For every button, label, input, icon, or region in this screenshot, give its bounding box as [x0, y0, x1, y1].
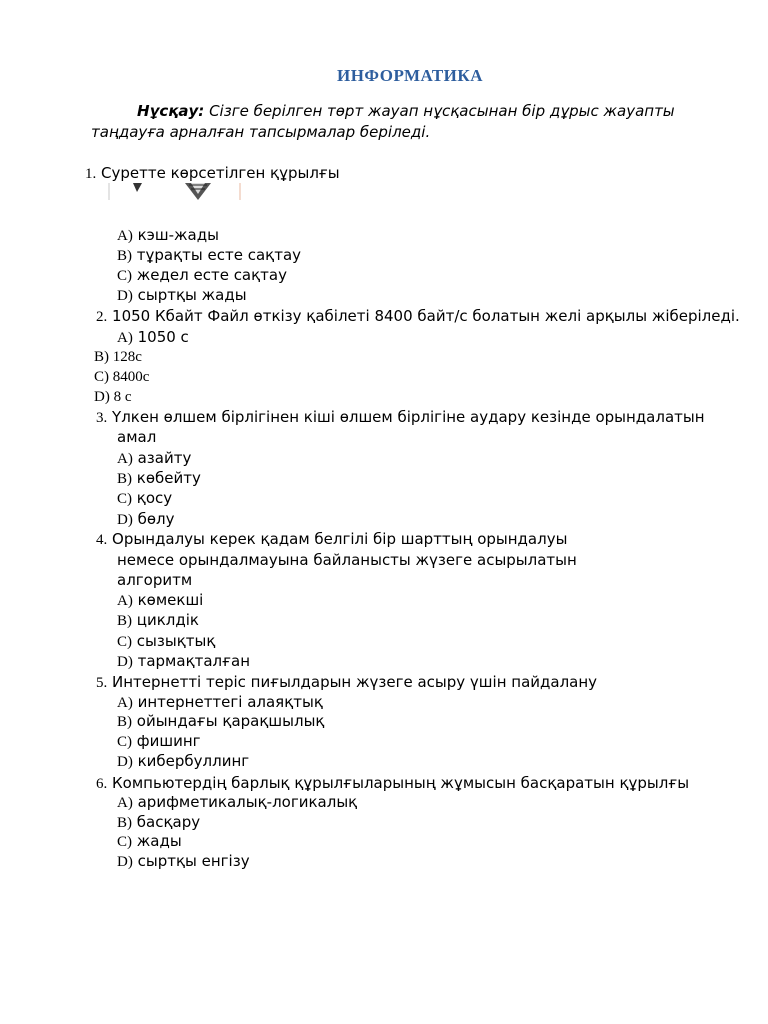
- q5-option-c[interactable]: [117, 731, 201, 752]
- question-5-text: Интернетті теріс пиғылдарын жүзеге асыру үшін пайдалану: [112, 673, 598, 691]
- question-5-number: 5.: [96, 675, 108, 691]
- q6-option-c[interactable]: [117, 831, 182, 852]
- instruction-label: Нұсқау:: [137, 102, 205, 120]
- q1-option-c[interactable]: [117, 265, 287, 286]
- question-2-line: [96, 306, 740, 327]
- q1-option-b-text: тұрақты есте сақтау: [136, 246, 302, 264]
- q5-option-a-letter: A): [117, 695, 133, 711]
- device-image-icon: [107, 183, 241, 201]
- q6-option-b-letter: B): [117, 815, 132, 831]
- question-6-line: [96, 773, 689, 794]
- q3-option-c[interactable]: [117, 488, 172, 509]
- question-6-text: Компьютердің барлық құрылғыларының жұмысын басқаратын құрылғы: [112, 774, 690, 792]
- question-4-text-2: немесе орындалмауына байланысты жүзеге асырылатын: [117, 551, 577, 569]
- q4-option-d[interactable]: [117, 651, 250, 672]
- q3-option-d-text: бөлу: [137, 510, 175, 528]
- q5-option-d-letter: D): [117, 754, 133, 770]
- q2-option-b-text: 128с: [112, 349, 142, 365]
- question-3-line-1: [96, 407, 705, 428]
- q4-option-b[interactable]: [117, 610, 199, 631]
- q3-option-a-text: азайту: [137, 449, 192, 467]
- q4-option-c[interactable]: [117, 631, 215, 652]
- q2-option-c[interactable]: [94, 367, 149, 387]
- q1-option-b-letter: B): [117, 248, 132, 264]
- question-4-text-1: Орындалуы керек қадам белгілі бір шарттың орындалуы: [112, 530, 568, 548]
- question-1-line: [85, 163, 340, 184]
- q2-option-d-text: 8 с: [113, 389, 132, 405]
- question-4-line-1: [96, 529, 567, 550]
- q1-option-d[interactable]: [117, 285, 247, 306]
- q1-option-a[interactable]: [117, 225, 219, 246]
- q2-option-a[interactable]: [117, 327, 189, 348]
- q6-option-b-text: басқару: [136, 813, 201, 831]
- q4-option-c-text: сызықтық: [136, 632, 216, 650]
- q5-option-b-letter: B): [117, 714, 132, 730]
- q3-option-c-letter: C): [117, 491, 132, 507]
- device-figure: [107, 183, 241, 201]
- instruction-line-1: [137, 101, 675, 121]
- q4-option-a-letter: A): [117, 593, 133, 609]
- question-6-number: 6.: [96, 776, 108, 792]
- question-3-text-1: Үлкен өлшем бірлігінен кіші өлшем бірлігіне аудару кезінде орындалатын: [112, 408, 705, 426]
- q1-option-a-letter: A): [117, 228, 133, 244]
- q5-option-b-text: ойындағы қарақшылық: [136, 712, 325, 730]
- q1-option-c-letter: C): [117, 268, 132, 284]
- q3-option-d[interactable]: [117, 509, 175, 530]
- q3-option-a[interactable]: [117, 448, 191, 469]
- question-2-number: 2.: [96, 309, 108, 325]
- question-4-number: 4.: [96, 532, 108, 548]
- q5-option-d-text: кибербуллинг: [137, 752, 250, 770]
- q2-option-d-letter: D): [94, 389, 110, 405]
- q4-option-b-text: циклдік: [136, 611, 199, 629]
- q6-option-b[interactable]: [117, 812, 200, 833]
- q2-option-b[interactable]: [94, 347, 142, 367]
- q5-option-a[interactable]: [117, 692, 323, 713]
- q4-option-a-text: көмекші: [137, 591, 204, 609]
- q3-option-b-text: көбейту: [136, 469, 201, 487]
- q1-option-a-text: кэш-жады: [137, 226, 219, 244]
- q3-option-a-letter: A): [117, 451, 133, 467]
- question-3-text-2: амал: [117, 428, 157, 446]
- q3-option-b[interactable]: [117, 468, 201, 489]
- q5-option-d[interactable]: [117, 751, 249, 772]
- instruction-text-1: Сізге берілген төрт жауап нұсқасынан бір дұрыс жауапты: [204, 102, 675, 120]
- q6-option-d[interactable]: [117, 851, 250, 872]
- document-title: ИНФОРМАТИКА: [336, 66, 484, 85]
- q2-option-c-letter: C): [94, 369, 109, 385]
- q2-option-a-text: 1050 с: [137, 328, 189, 346]
- q2-option-a-letter: A): [117, 330, 133, 346]
- q6-option-d-text: сыртқы енгізу: [137, 852, 250, 870]
- q5-option-b[interactable]: [117, 711, 324, 732]
- instruction-text-2: таңдауға арналған тапсырмалар беріледі.: [91, 123, 431, 141]
- q1-option-d-text: сыртқы жады: [137, 286, 247, 304]
- q4-option-c-letter: C): [117, 634, 132, 650]
- q6-option-a[interactable]: [117, 792, 357, 813]
- q3-option-b-letter: B): [117, 471, 132, 487]
- q4-option-a[interactable]: [117, 590, 203, 611]
- q2-option-d[interactable]: [94, 387, 132, 407]
- q3-option-c-text: қосу: [136, 489, 173, 507]
- question-3-number: 3.: [96, 410, 108, 426]
- q6-option-a-letter: A): [117, 795, 133, 811]
- q1-option-d-letter: D): [117, 288, 133, 304]
- question-5-line: [96, 672, 597, 693]
- q1-option-c-text: жедел есте сақтау: [136, 266, 287, 284]
- question-1-text: Суретте көрсетілген құрылғы: [101, 164, 340, 182]
- question-1-number: 1.: [85, 166, 97, 182]
- q1-option-b[interactable]: [117, 245, 301, 266]
- q6-option-a-text: арифметикалық-логикалық: [137, 793, 358, 811]
- q4-option-b-letter: B): [117, 613, 132, 629]
- q6-option-c-text: жады: [136, 832, 182, 850]
- q6-option-c-letter: C): [117, 834, 132, 850]
- q2-option-c-text: 8400с: [112, 369, 150, 385]
- q6-option-d-letter: D): [117, 854, 133, 870]
- q3-option-d-letter: D): [117, 512, 133, 528]
- q5-option-c-letter: C): [117, 734, 132, 750]
- q4-option-d-letter: D): [117, 654, 133, 670]
- q4-option-d-text: тармақталған: [137, 652, 250, 670]
- question-4-text-3: алгоритм: [117, 571, 193, 589]
- q5-option-a-text: интернеттегі алаяқтық: [137, 693, 323, 711]
- q2-option-b-letter: B): [94, 349, 109, 365]
- question-2-text: 1050 Кбайт Файл өткізу қабілеті 8400 байт/с болатын желі арқылы жіберіледі.: [112, 307, 740, 325]
- q5-option-c-text: фишинг: [136, 732, 201, 750]
